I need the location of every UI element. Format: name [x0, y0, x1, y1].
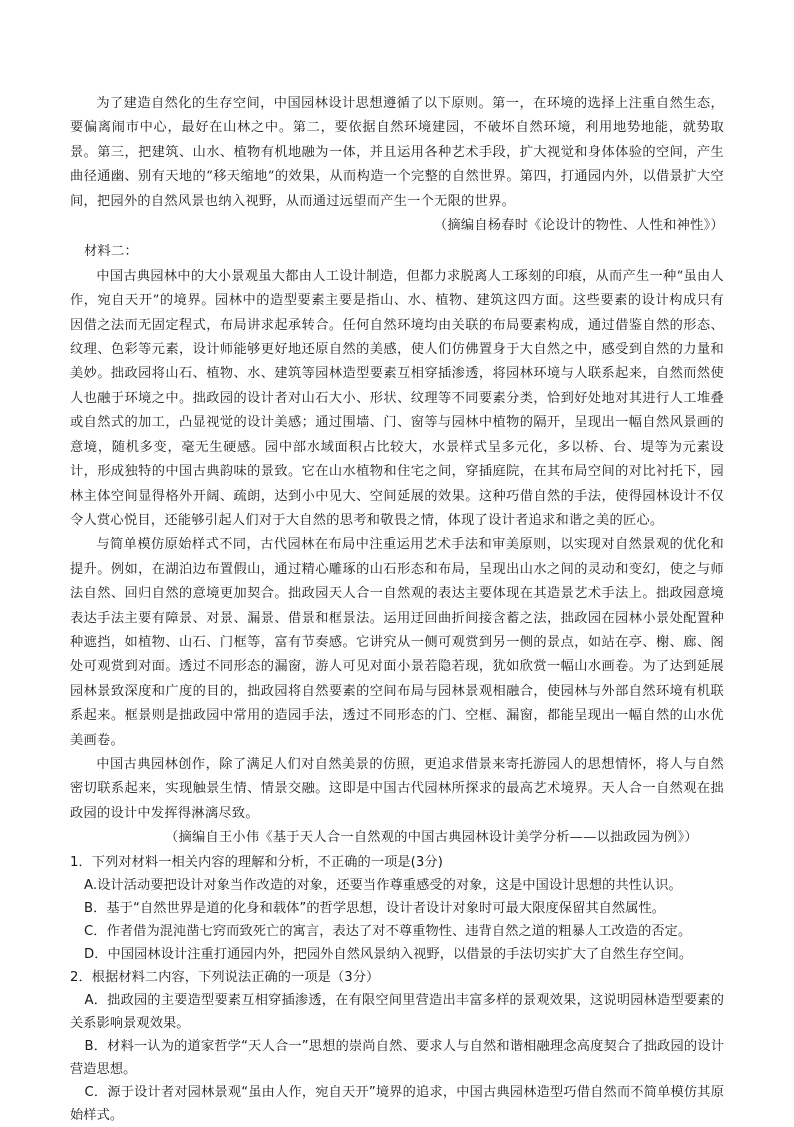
question-one-option-d: D．中国园林设计注重打通园内外，把园外自然风景纳入视野，以借景的手法切实扩大了自然生存空间。 [84, 946, 693, 962]
question-one [70, 851, 724, 966]
question-two-option-c: C．源于设计者对园林景观“虽由人作，宛自天开”境界的追求，中国古典园林造型巧借自然而不简单模仿其原始样式。 [70, 1084, 724, 1123]
material-two-paragraph: 中国古典园林中的大小景观虽大都由人工设计制造，但都力求脱离人工琢刻的印痕，从而产生一种“虽由人作，宛自天开”的境界。园林中的造型要素主要是指山、水、植物、建筑这四方面。这些要素的设计构成只有因借之法而无固定程式，布局讲求起承转合。任何自然环境均由关联的布局要素构成，通过借鉴自然的形态、纹理、色彩等元素，设计师能够更好地还原自然的美感，使人们仿佛置身于大自然之中，感受到自然的力量和美妙。拙政园将山石、植物、水、建筑等园林造型要素互相穿插渗透，将园林环境与人联系起来，自然而然使人也融于环境之中。拙政园的设计者对山石大小、形状、纹理等不同要素分类，恰到好处地对其进行人工堆叠或自然式的加工，凸显视觉的设计美感；通过围墙、门、窗等与园林中植物的隔开，呈现出一幅自然风景画的意境，随机多变，毫无生硬感。园中部水域面积占比较大，水景样式呈多元化，多以桥、台、堤等为元素设计，形成独特的中国古典韵味的景致。它在山水植物和住宅之间，穿插庭院，在其布局空间的对比衬托下，园林主体空间显得格外开阔、疏朗，达到小中见大、空间延展的效果。这种巧借自然的手法，使得园林设计不仅令人赏心悦目，还能够引起人们对于大自然的思考和敬畏之情，体现了设计者追求和谐之美的匠心。 [70, 268, 724, 528]
question-one-option-a: A.设计活动要把设计对象当作改造的对象，还要当作尊重感受的对象，这是中国设计思想的共性认识。 [84, 877, 682, 893]
material-two-paragraph: 中国古典园林创作，除了满足人们对自然美景的仿照，更追求借景来寄托游园人的思想情怀，将人与自然密切联系起来，实现触景生情、情景交融。这即是中国古代园林所探求的最高艺术境界。天人合一自然观在拙政园的设计中发挥得淋漓尽致。 [70, 756, 724, 821]
material-one [70, 92, 724, 238]
material-one-source: （摘编自杨春时《论设计的物性、人性和神性》） [433, 218, 724, 234]
question-two-option-a: A．拙政园的主要造型要素互相穿插渗透，在有限空间里营造出丰富多样的景观效果，这说明园林造型要素的关系影响景观效果。 [70, 992, 724, 1031]
question-one-option-c: C．作者借为混沌凿七窍而致死亡的寓言，表达了对不尊重物性、违背自然之道的粗暴人工改造的否定。 [84, 923, 692, 939]
question-one-option-b: B．基于“自然世界是道的化身和载体”的哲学思想，设计者设计对象时可最大限度保留其自然属性。 [84, 900, 666, 916]
material-two-paragraph: 与简单模仿原始样式不同，古代园林在布局中注重运用艺术手法和审美原则，以实现对自然景观的优化和提升。例如，在湖泊边布置假山，通过精心雕琢的山石形态和布局，呈现出山水之间的灵动和变幻，使之与师法自然、回归自然的意境更加契合。拙政园天人合一自然观的表达主要体现在其造景艺术手法上。拙政园意境表达手法主要有障景、对景、漏景、借景和框景法。运用迂回曲折间接含蓄之法，拙政园在园林小景处配置种种遮挡，如植物、山石、门框等，富有节奏感。它讲究从一侧可观赏到另一侧的景点，如站在亭、榭、廊、阁处可观赏到对面。透过不同形态的漏窗，游人可见对面小景若隐若现，犹如欣赏一幅山水画卷。为了达到延展园林景致深度和广度的目的，拙政园将自然要素的空间布局与园林景观相融合，使园林与外部自然环境有机联系起来。框景则是拙政园中常用的造园手法，透过不同形态的门、空框、漏窗，都能呈现出一幅自然的山水优美画卷。 [70, 537, 724, 748]
material-one-paragraph: 为了建造自然化的生存空间，中国园林设计思想遵循了以下原则。第一，在环境的选择上注重自然生态，要偏离闹市中心，最好在山林之中。第二，要依据自然环境建园，不破坏自然环境，利用地势地能，就势取景。第三，把建筑、山水、植物有机地融为一体，并且运用各种艺术手段，扩大视觉和身体体验的空间，产生曲径通幽、别有天地的“移天缩地”的效果，从而构造一个完整的自然世界。第四，打通园内外，以借景扩大空间，把园外的自然风景也纳入视野，从而通过远望而产生一个无限的世界。 [70, 96, 724, 209]
material-two-heading: 材料二： [84, 244, 138, 260]
material-two [70, 240, 724, 850]
question-two [70, 966, 724, 1127]
document-page [70, 92, 724, 1127]
question-two-option-b: B．材料一认为的道家哲学“天人合一”思想的崇尚自然、要求人与自然和谐相融理念高度契合了拙政园的设计营造思想。 [70, 1038, 724, 1077]
question-one-stem: 1．下列对材料一相关内容的理解和分析，不正确的一项是(3分) [70, 854, 443, 870]
question-two-stem: 2．根据材料二内容，下列说法正确的一项是（3分） [70, 969, 380, 985]
material-two-source: （摘编自王小伟《基于天人合一自然观的中国古典园林设计美学分析——以拙政园为例》） [165, 830, 698, 846]
